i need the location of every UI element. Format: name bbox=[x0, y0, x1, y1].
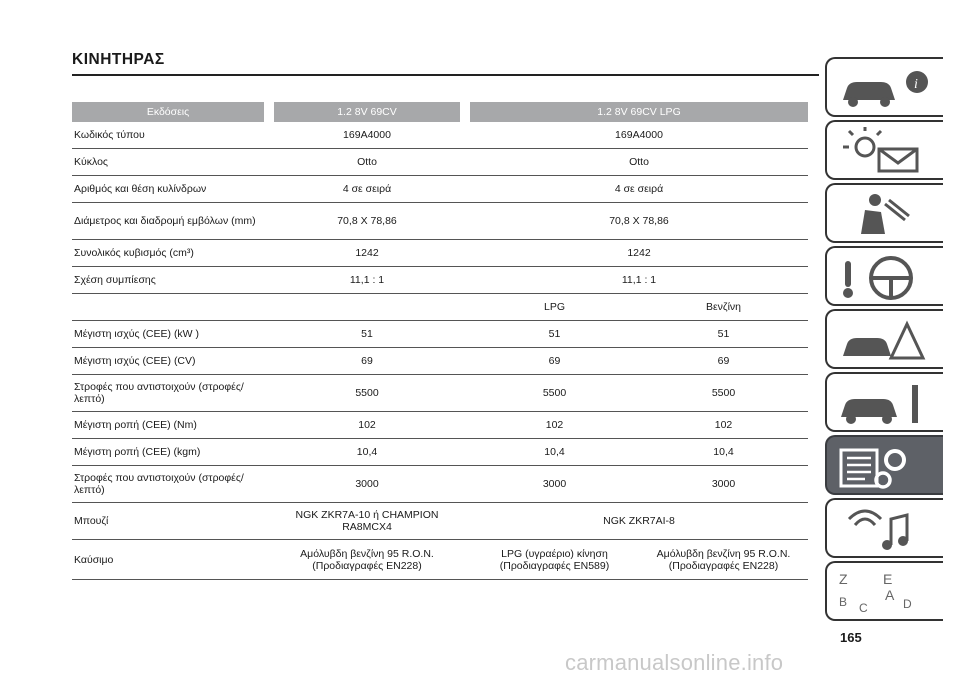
svg-text:B: B bbox=[839, 595, 848, 609]
tab-warning-lights[interactable] bbox=[825, 120, 943, 180]
tab-accident[interactable] bbox=[825, 309, 943, 369]
svg-text:E: E bbox=[883, 571, 893, 587]
car-maintenance-icon bbox=[835, 379, 935, 429]
index-icon bbox=[835, 568, 935, 618]
table-row: Μέγιστη ισχύς (CEE) (CV) 69 69 69 bbox=[72, 348, 808, 375]
table-row: Μέγιστη ροπή (CEE) (kgm) 10,4 10,4 10,4 bbox=[72, 439, 808, 466]
svg-text:Z: Z bbox=[839, 571, 848, 587]
tab-car-info[interactable] bbox=[825, 57, 943, 117]
title-divider bbox=[72, 74, 819, 76]
tab-index[interactable] bbox=[825, 561, 943, 621]
table-row-fuel: Καύσιμο Αμόλυβδη βενζίνη 95 R.O.N. (Προδιαγραφές EN228) LPG (υγραέριο) κίνηση (Προδιαγραφές EN589) Αμόλυβδη βενζίνη 95 R.O.N. (Προδιαγραφές EN228) bbox=[72, 540, 808, 580]
subheader-petrol: Βενζίνη bbox=[706, 301, 741, 313]
header-versions: Εκδόσεις bbox=[72, 102, 264, 122]
steering-key-icon bbox=[835, 253, 935, 303]
table-row: Κωδικός τύπου 169A4000 169A4000 bbox=[72, 122, 808, 149]
table-row: Στροφές που αντιστοιχούν (στροφές/λεπτό) 3000 3000 3000 bbox=[72, 466, 808, 503]
table-row: Σχέση συμπίεσης 11,1 : 1 11,1 : 1 bbox=[72, 267, 808, 294]
tab-airbag-seat[interactable] bbox=[825, 183, 943, 243]
svg-text:i: i bbox=[914, 77, 918, 92]
tab-technical-data[interactable] bbox=[825, 435, 943, 495]
tab-steering-key[interactable] bbox=[825, 246, 943, 306]
table-row: Μέγιστη ροπή (CEE) (Nm) 102 102 102 bbox=[72, 412, 808, 439]
table-row: Συνολικός κυβισμός (cm³) 1242 1242 bbox=[72, 240, 808, 267]
multimedia-icon bbox=[835, 505, 935, 555]
subheader-lpg: LPG bbox=[543, 301, 565, 313]
svg-text:A: A bbox=[885, 587, 895, 603]
section-title: ΚΙΝΗΤΗΡΑΣ bbox=[72, 51, 165, 68]
watermark: carmanualsonline.info bbox=[565, 650, 784, 675]
table-header-row bbox=[72, 102, 808, 122]
header-version-69cv-lpg: 1.2 8V 69CV LPG bbox=[470, 102, 808, 122]
table-row: Διάμετρος και διαδρομή εμβόλων (mm) 70,8 X 78,86 70,8 X 78,86 bbox=[72, 203, 808, 240]
fuel-subheader-row bbox=[72, 294, 808, 321]
tab-multimedia[interactable] bbox=[825, 498, 943, 558]
car-accident-icon bbox=[835, 316, 935, 366]
page-number: 165 bbox=[840, 630, 862, 645]
svg-text:C: C bbox=[859, 601, 868, 615]
table-row: Μέγιστη ισχύς (CEE) (kW ) 51 51 51 bbox=[72, 321, 808, 348]
engine-spec-table bbox=[72, 102, 808, 580]
airbag-seat-icon bbox=[835, 190, 935, 240]
table-row: Κύκλος Otto Otto bbox=[72, 149, 808, 176]
table-row: Στροφές που αντιστοιχούν (στροφές/λεπτό) 5500 5500 5500 bbox=[72, 375, 808, 412]
technical-data-icon bbox=[835, 442, 935, 492]
header-version-69cv: 1.2 8V 69CV bbox=[274, 102, 460, 122]
car-info-icon bbox=[835, 64, 935, 114]
warning-lights-icon bbox=[835, 127, 935, 177]
table-row-spark-plug: Μπουζί NGK ZKR7A-10 ή CHAMPION RA8MCX4 NGK ZKR7AI-8 bbox=[72, 503, 808, 540]
table-row: Αριθμός και θέση κυλίνδρων 4 σε σειρά 4 σε σειρά bbox=[72, 176, 808, 203]
svg-text:D: D bbox=[903, 597, 912, 611]
tab-maintenance[interactable] bbox=[825, 372, 943, 432]
